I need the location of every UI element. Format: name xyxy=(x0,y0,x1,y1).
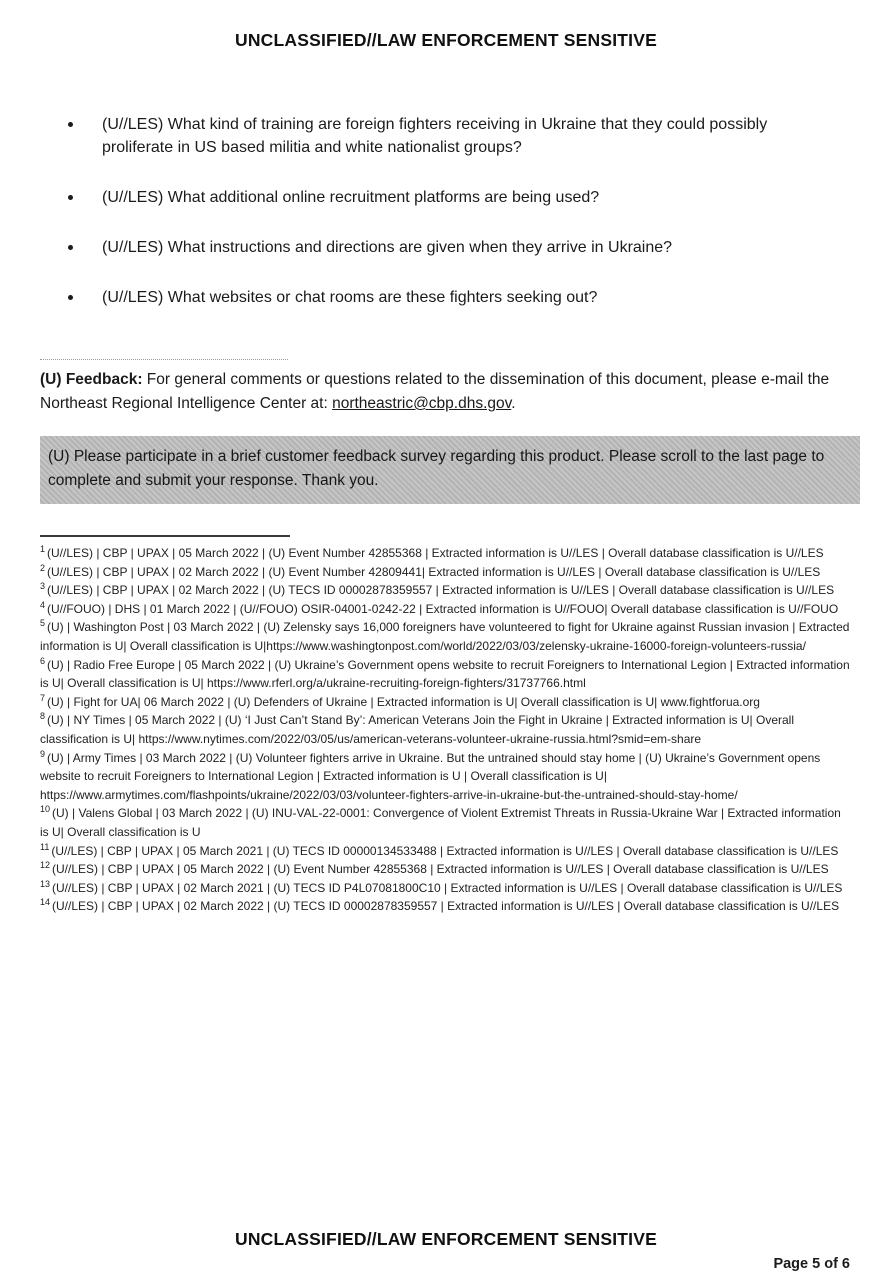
feedback-separator-line xyxy=(40,359,288,360)
question-text: (U//LES) What instructions and directions are given when they arrive in Ukraine? xyxy=(102,239,673,256)
footnote-number: 2 xyxy=(40,562,46,573)
footnote-text: (U) | Valens Global | 03 March 2022 | (U) INU-VAL-22-0001: Convergence of Violent Extremist Threats in Russia-Ukraine War | Extracted information is U| Overall classification is U xyxy=(40,806,841,839)
footnote-number: 7 xyxy=(40,692,46,703)
feedback-label: (U) Feedback: xyxy=(40,371,143,388)
question-text: (U//LES) What kind of training are foreign fighters receiving in Ukraine that they could possibly proliferate in US based militia and white nationalist groups? xyxy=(102,116,768,156)
footnote-text: (U//LES) | CBP | UPAX | 05 March 2022 | (U) Event Number 42855368 | Extracted information is U//LES | Overall database classification is U//LES xyxy=(47,546,824,560)
feedback-email-link[interactable]: northeastric@cbp.dhs.gov xyxy=(332,395,512,412)
bullet-icon xyxy=(68,122,73,127)
page-number: Page 5 of 6 xyxy=(773,1256,850,1272)
footnote-text: (U) | NY Times | 05 March 2022 | (U) ‘I Just Can’t Stand By’: American Veterans Join the Fight in Ukraine | Extracted information is U| Overall classification is U| https://www.nytimes.com/2022/03/05/us/american-veterans-volunteer-ukraine-russia.html?smid=em-share xyxy=(40,713,795,746)
question-text: (U//LES) What additional online recruitment platforms are being used? xyxy=(102,189,600,206)
question-text: (U//LES) What websites or chat rooms are these fighters seeking out? xyxy=(102,289,598,306)
footnote-number: 9 xyxy=(40,748,46,759)
footnote-item xyxy=(40,804,852,841)
footnote-text: (U//LES) | CBP | UPAX | 02 March 2022 | (U) TECS ID 00002878359557 | Extracted information is U//LES | Overall database classification is U//LES xyxy=(52,899,840,914)
footnote-text: (U//LES) | CBP | UPAX | 02 March 2022 | (U) TECS ID 00002878359557 | Extracted information is U//LES | Overall database classification is U//LES xyxy=(47,583,835,598)
footnote-text: (U) | Washington Post | 03 March 2022 | (U) Zelensky says 16,000 foreigners have volunteered to fight for Ukraine against Russian invasion | Extracted information is U| Overall classification is U|https://www.washingtonpost.com/world/2022/03/03/zelensky-ukraine-16000-foreign-volunteers-russia/ xyxy=(40,620,850,653)
footnote-number: 13 xyxy=(40,878,51,889)
classification-banner-bottom: UNCLASSIFIED//LAW ENFORCEMENT SENSITIVE xyxy=(235,1229,657,1249)
footnote-text: (U) | Radio Free Europe | 05 March 2022 | (U) Ukraine’s Government opens website to recruit Foreigners to International Legion | Extracted information is U| Overall classification is U| https://www.rferl.org/a/ukraine-recruiting-foreign-fighters/31737766.html xyxy=(40,657,850,691)
footnote-text: (U//LES) | CBP | UPAX | 02 March 2021 | (U) TECS ID P4L07081800C10 | Extracted information is U//LES | Overall database classification is U//LES xyxy=(52,880,843,895)
footnote-item xyxy=(40,879,852,898)
footnote-item xyxy=(40,749,852,805)
question-bullet-item xyxy=(68,236,828,259)
footnote-item xyxy=(40,711,852,748)
footnote-number: 10 xyxy=(40,804,51,815)
classification-banner-top: UNCLASSIFIED//LAW ENFORCEMENT SENSITIVE xyxy=(235,30,657,50)
bullet-icon xyxy=(68,195,73,200)
footnote-text: (U) | Fight for UA| 06 March 2022 | (U) Defenders of Ukraine | Extracted information is U| Overall classification is U| www.fightforua.org xyxy=(47,694,760,709)
footnote-text: (U//LES) | CBP | UPAX | 02 March 2022 | (U) Event Number 42809441| Extracted information is U//LES | Overall database classification is U//LES xyxy=(47,564,821,579)
footnote-number: 12 xyxy=(40,860,51,871)
footnote-item xyxy=(40,618,852,655)
footnote-number: 14 xyxy=(40,897,51,908)
footnote-item xyxy=(40,600,852,619)
footnote-text: (U//LES) | CBP | UPAX | 05 March 2021 | (U) TECS ID 00000134533488 | Extracted information is U//LES | Overall database classification is U//LES xyxy=(51,843,839,858)
survey-notice-text: (U) Please participate in a brief customer feedback survey regarding this product. Please scroll to the last page to complete and submit your response. Thank you. xyxy=(48,448,825,489)
footnote-number: 11 xyxy=(40,841,50,852)
footnote-item xyxy=(40,693,852,712)
bullet-icon xyxy=(68,245,73,250)
intelligence-gaps-bullet-list xyxy=(40,113,852,336)
feedback-suffix: . xyxy=(511,395,516,412)
bullet-icon xyxy=(68,295,73,300)
footnote-number: 4 xyxy=(40,599,46,610)
footnote-text: (U//FOUO) | DHS | 01 March 2022 | (U//FOUO) OSIR-04001-0242-22 | Extracted information is U//FOUO| Overall database classification is U//FOUO xyxy=(47,601,839,616)
footnote-text: (U) | Army Times | 03 March 2022 | (U) Volunteer fighters arrive in Ukraine. But the untrained should stay home | (U) Ukraine’s Government opens website to recruit Foreigners to International Legion | Extracted information is U | Overall classification is U| https://www.armytimes.com/flashpoints/ukraine/2022/03/03/volunteer-fighters-arrive-in-ukraine-but-the-untrained-should-stay-home/ xyxy=(40,750,821,802)
question-bullet-item xyxy=(68,113,828,159)
footnote-item xyxy=(40,544,852,563)
question-bullet-item xyxy=(68,286,828,309)
footnote-item xyxy=(40,842,852,861)
footnote-number: 6 xyxy=(40,655,46,666)
feedback-paragraph xyxy=(40,368,852,416)
footnote-number: 5 xyxy=(40,618,46,629)
footnote-text: (U//LES) | CBP | UPAX | 05 March 2022 | (U) Event Number 42855368 | Extracted information is U//LES | Overall database classification is U//LES xyxy=(52,862,829,877)
footnote-item xyxy=(40,897,852,916)
feedback-body-text: For general comments or questions related to the dissemination of this document, please e-mail the Northeast Regional Intelligence Center at: xyxy=(40,371,830,412)
page-footer xyxy=(40,1219,852,1272)
question-bullet-item xyxy=(68,186,828,209)
footnote-item xyxy=(40,656,852,693)
footnote-number: 8 xyxy=(40,711,46,722)
survey-notice-box xyxy=(40,436,860,504)
footnote-item xyxy=(40,860,852,879)
footnote-number: 3 xyxy=(40,581,46,592)
footnote-list xyxy=(40,544,852,916)
footnote-number: 1 xyxy=(40,544,46,554)
footnote-separator-line xyxy=(40,535,290,537)
footnote-item xyxy=(40,563,852,582)
footnote-item xyxy=(40,581,852,600)
